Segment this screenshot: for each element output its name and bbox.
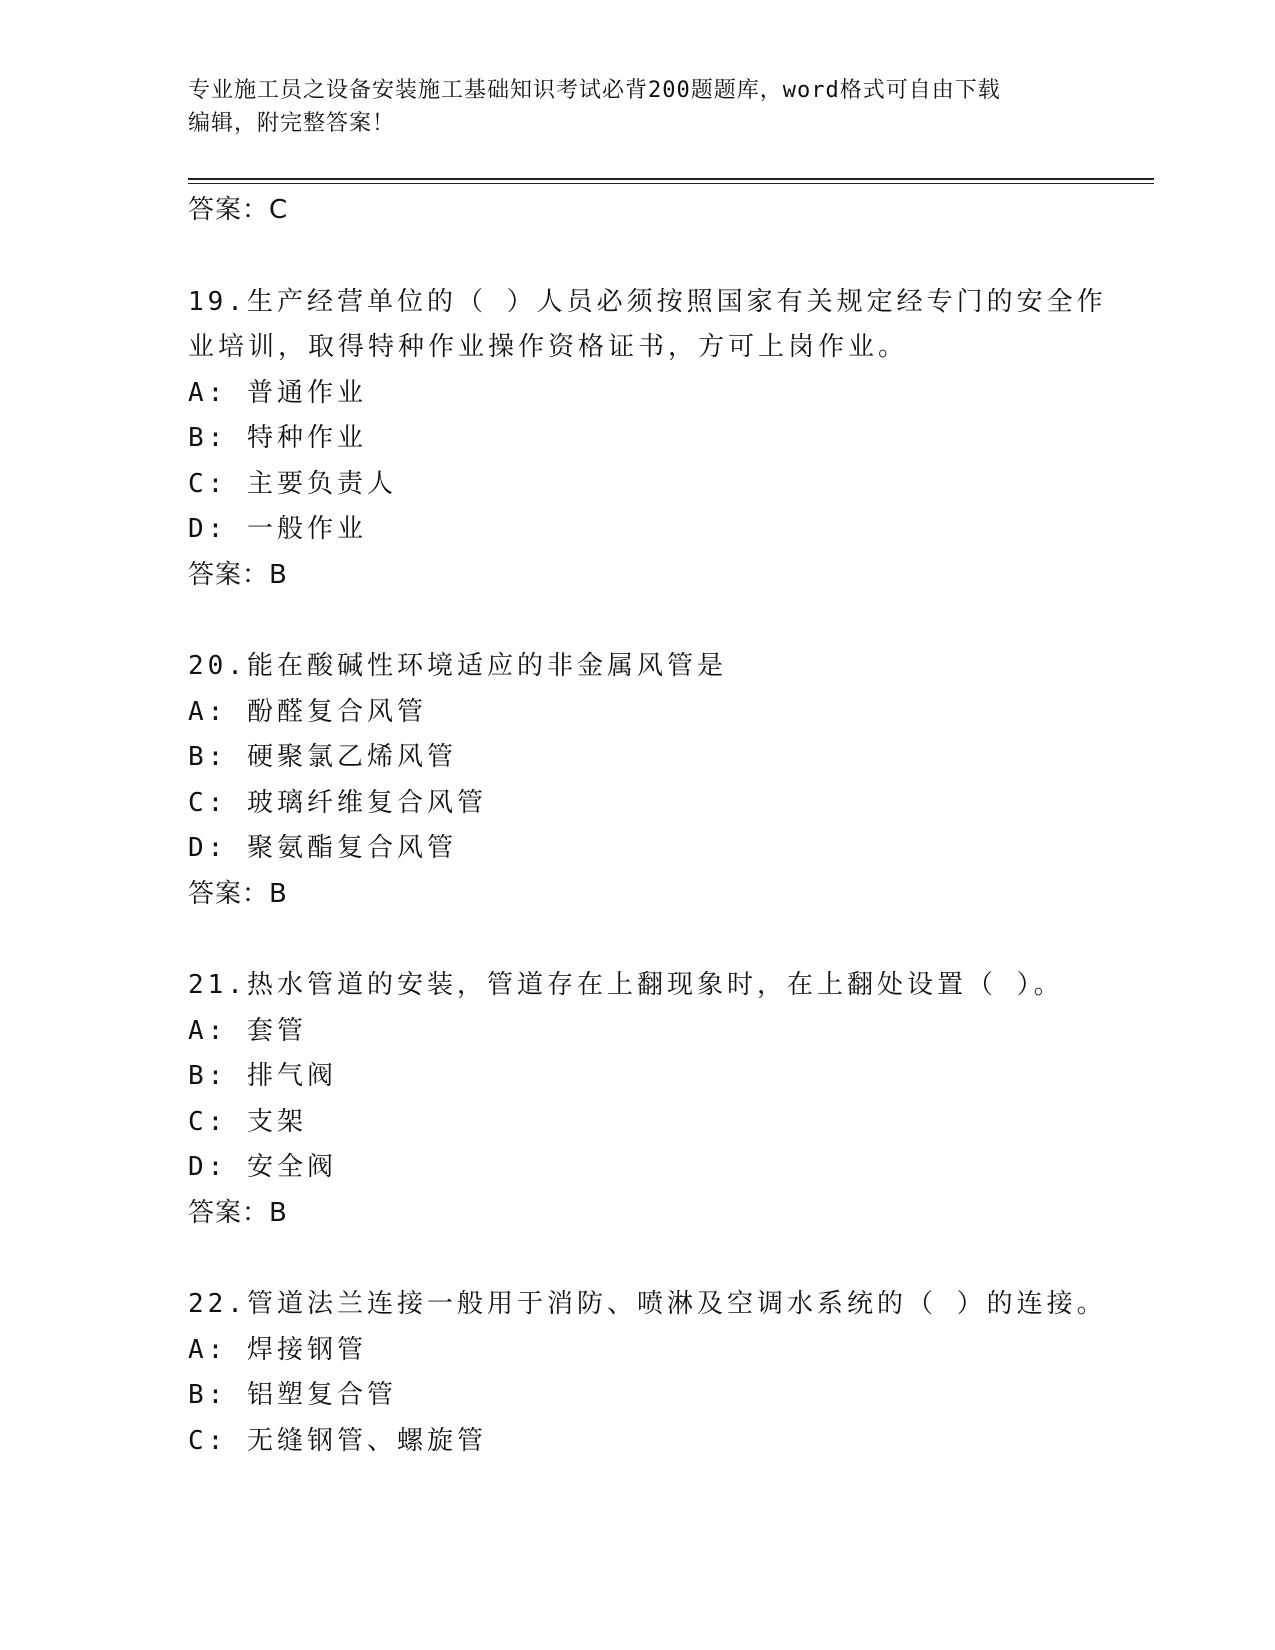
question-list [188, 188, 1107, 1464]
document-header [188, 74, 1088, 140]
question-22-option-c: C: 无缝钢管、螺旋管 [188, 1425, 487, 1456]
header-line-2: 编辑，附完整答案！ [188, 111, 396, 136]
question-21 [188, 963, 1068, 1236]
answer-18: 答案：C [188, 195, 289, 225]
question-20-option-c: C: 玻璃纤维复合风管 [188, 787, 487, 818]
header-rule-bottom [188, 183, 1154, 184]
header-rule-top [188, 178, 1154, 180]
question-22-option-b: B: 铝塑复合管 [188, 1380, 397, 1410]
question-19-stem-line-2: 业培训，取得特种作业操作资格证书，方可上岗作业。 [188, 332, 909, 362]
question-19-answer: 答案：B [188, 559, 288, 590]
spacer [188, 1236, 1068, 1282]
question-19-option-b: B: 特种作业 [188, 423, 367, 453]
question-21-stem: 21.热水管道的安装，管道存在上翻现象时，在上翻处设置（ ）。 [188, 970, 1064, 1000]
header-line-1: 专业施工员之设备安装施工基础知识考试必背200题题库，word格式可自由下载 [188, 78, 1001, 103]
question-19-stem-line-1: 19.生产经营单位的（ ）人员必须按照国家有关规定经专门的安全作 [188, 286, 1107, 317]
question-19-option-d: D: 一般作业 [188, 514, 367, 544]
question-20-option-d: D: 聚氨酯复合风管 [188, 833, 457, 863]
spacer [188, 598, 1068, 644]
question-21-option-d: D: 安全阀 [188, 1152, 337, 1182]
question-19 [188, 280, 1107, 599]
question-19-option-a: A: 普通作业 [188, 377, 367, 408]
question-19-option-c: C: 主要负责人 [188, 468, 397, 499]
question-21-answer: 答案：B [188, 1197, 288, 1228]
spacer [188, 234, 1068, 280]
question-20-stem: 20.能在酸碱性环境适应的非金属风管是 [188, 651, 727, 681]
question-21-option-c: C: 支架 [188, 1106, 307, 1137]
question-21-option-a: A: 套管 [188, 1015, 307, 1046]
question-20-answer: 答案：B [188, 878, 288, 909]
question-20 [188, 644, 1068, 917]
question-20-option-b: B: 硬聚氯乙烯风管 [188, 742, 457, 772]
question-22-stem: 22.管道法兰连接一般用于消防、喷淋及空调水系统的（ ）的连接。 [188, 1289, 1107, 1319]
question-21-option-b: B: 排气阀 [188, 1061, 337, 1091]
spacer [188, 917, 1068, 963]
question-20-option-a: A: 酚醛复合风管 [188, 696, 427, 727]
question-22-option-a: A: 焊接钢管 [188, 1334, 367, 1365]
question-22 [188, 1282, 1107, 1464]
